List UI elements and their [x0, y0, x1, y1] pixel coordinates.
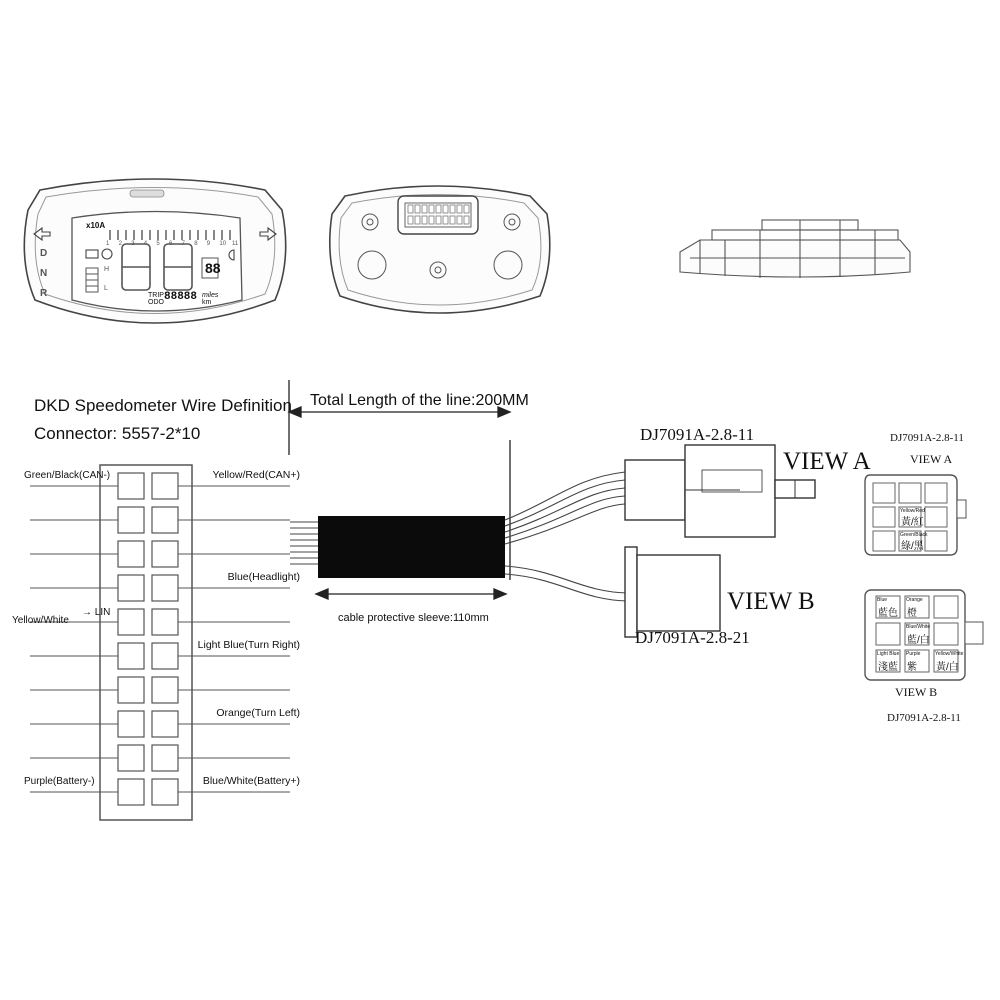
pin-cell-left: [118, 541, 144, 567]
pin-cell-left: [118, 779, 144, 805]
connector-b: [625, 547, 720, 637]
pin-label-left: Purple(Battery-): [24, 776, 95, 787]
inset-pin-color-zh: 藍色: [878, 608, 898, 619]
fuel-low-label: L: [104, 285, 108, 292]
inset-pin-cell: [873, 531, 895, 551]
connector-label: Connector: 5557-2*10: [34, 424, 201, 443]
pin-cell-right: [152, 473, 178, 499]
pin-cell-right: [152, 541, 178, 567]
inset-pin-color-en: Yellow/Red: [900, 508, 925, 514]
pin-cell-right: [152, 677, 178, 703]
dashboard-side-view: [680, 220, 910, 278]
inset-pin-color-en: Yellow/White: [935, 651, 964, 657]
cable-harness: [290, 472, 628, 601]
pin-label-left: Yellow/White: [12, 615, 69, 626]
pin-cell-left: [118, 711, 144, 737]
pin-cell-right: [152, 609, 178, 635]
rpm-tick-label: 3: [131, 241, 135, 247]
inset-pin-cell: [873, 507, 895, 527]
km-label: km: [202, 299, 212, 306]
pin-cell-right: [152, 779, 178, 805]
gear-letter-n: N: [40, 268, 48, 279]
gear-letter-d: D: [40, 248, 48, 259]
inset-pin-color-zh: 紫: [907, 662, 917, 673]
pin-label-right: Yellow/Red(CAN+): [212, 469, 300, 481]
pin-label-right: Blue(Headlight): [227, 571, 300, 583]
inset-pin-color-zh: 藍/白: [907, 635, 930, 646]
inset-pin-cell: [876, 623, 900, 645]
diagram-title: DKD Speedometer Wire Definition: [34, 396, 292, 415]
rpm-tick-label: 6: [169, 241, 173, 247]
connector-a-view: VIEW A: [783, 448, 871, 475]
pin-cell-left: [118, 575, 144, 601]
inset-a-view: VIEW A: [910, 452, 953, 466]
gear-value: 88: [205, 260, 221, 276]
pin-cell-right: [152, 745, 178, 771]
inset-pin-cell: [934, 623, 958, 645]
connector-a-part: DJ7091A-2.8-11: [640, 425, 755, 444]
pin-label-right: Light Blue(Turn Right): [197, 639, 300, 651]
inset-pin-color-en: Orange: [906, 597, 923, 603]
odo-value: 88888: [164, 291, 198, 303]
pin-cell-left: [118, 609, 144, 635]
inset-pin-color-zh: 綠/黑: [901, 541, 924, 552]
inset-pin-color-en: Blue/White: [906, 624, 931, 630]
pin-cell-right: [152, 575, 178, 601]
miles-label: miles: [202, 292, 219, 299]
current-scale-label: x10A: [86, 221, 106, 230]
protective-sleeve: [318, 516, 505, 578]
rpm-tick-label: 8: [194, 241, 198, 247]
dashboard-back-view: [330, 186, 550, 313]
inset-pin-cell: [899, 483, 921, 503]
rpm-tick-label: 4: [143, 241, 148, 247]
pin-label-left: Green/Black(CAN-): [24, 470, 111, 481]
inset-pin-cell: [925, 531, 947, 551]
sleeve-dimension: [316, 589, 506, 599]
sleeve-label: cable protective sleeve:110mm: [338, 612, 489, 624]
inset-pin-color-en: Light Blue: [877, 651, 900, 657]
gear-letter-r: R: [40, 288, 48, 299]
rpm-tick-label: 1: [106, 241, 110, 247]
pin-cell-left: [118, 745, 144, 771]
fuel-high-label: H: [104, 266, 110, 273]
inset-b-view: VIEW B: [895, 685, 938, 699]
rpm-tick-label: 2: [118, 241, 122, 247]
pin-cell-left: [118, 507, 144, 533]
inset-pin-color-zh: 黃/白: [936, 662, 959, 673]
rpm-tick-label: 10: [219, 241, 227, 247]
pin-cell-left: [118, 643, 144, 669]
inset-b-part: DJ7091A-2.8-11: [887, 712, 961, 724]
pin-cell-left: [118, 473, 144, 499]
rpm-tick-label: 9: [206, 241, 211, 247]
pin-label-right: Blue/White(Battery+): [202, 775, 300, 787]
inset-pin-color-en: Blue: [877, 597, 888, 603]
pin-label-right: Orange(Turn Left): [216, 707, 300, 719]
rpm-tick-label: 7: [181, 241, 185, 247]
inset-pin-cell: [873, 483, 895, 503]
connector-b-view: VIEW B: [727, 588, 815, 615]
inset-pin-cell: [925, 483, 947, 503]
connector-b-part: DJ7091A-2.8-21: [635, 628, 750, 647]
lin-label: → LIN: [82, 607, 111, 618]
pin-cell-right: [152, 711, 178, 737]
rear-connector-socket: [398, 196, 478, 234]
pin-cell-left: [118, 677, 144, 703]
rpm-tick-label: 5: [156, 241, 160, 247]
inset-a-part: DJ7091A-2.8-11: [890, 432, 964, 444]
rpm-tick-label: 11: [232, 241, 239, 247]
pin-cell-right: [152, 643, 178, 669]
pin-cell-right: [152, 507, 178, 533]
inset-pin-color-zh: 黃/紅: [901, 517, 924, 528]
inset-pin-color-zh: 橙: [907, 608, 917, 619]
odo-label: ODO: [148, 299, 164, 306]
trip-label: TRIP: [148, 292, 164, 299]
inset-pin-cell: [925, 507, 947, 527]
inset-pin-color-zh: 淺藍: [878, 662, 898, 673]
inset-pin-color-en: Purple: [906, 651, 921, 657]
inset-pin-color-en: Green/Black: [900, 532, 928, 538]
total-length-label: Total Length of the line:200MM: [310, 392, 529, 409]
inset-pin-cell: [934, 596, 958, 618]
